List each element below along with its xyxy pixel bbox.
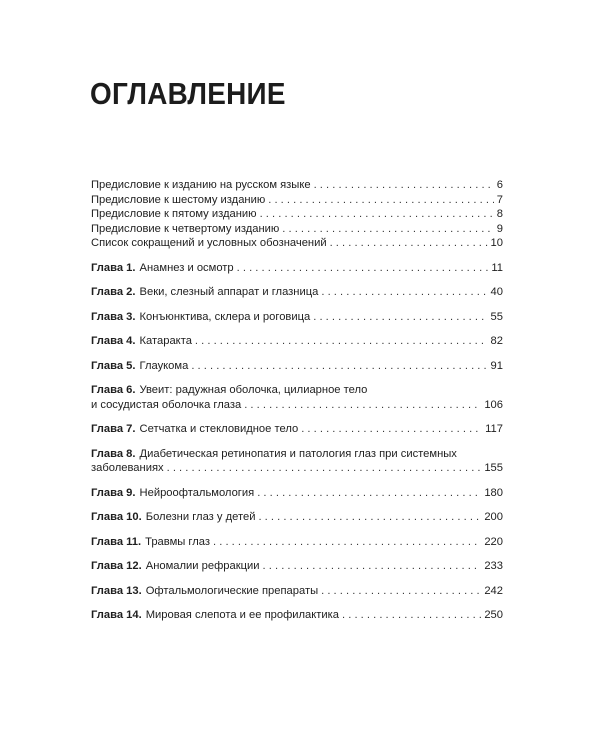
chapter-title-line2: и сосудистая оболочка глаза xyxy=(91,398,242,411)
leader-dots xyxy=(237,261,489,276)
chapter-title: Офтальмологические препараты xyxy=(145,584,319,597)
toc-page-number: 117 xyxy=(485,423,503,435)
toc-entry-abbreviations[interactable] xyxy=(91,236,503,251)
toc-entry-text: Предисловие к пятому изданию xyxy=(91,208,257,220)
chapter-label: Глава 6. xyxy=(91,384,136,396)
leader-dots xyxy=(321,285,487,300)
chapter-label: Глава 9. xyxy=(91,486,136,499)
leader-dots xyxy=(301,422,482,437)
toc-page-number: 10 xyxy=(490,237,503,249)
chapter-title-line2: заболеваниях xyxy=(91,462,164,474)
toc-entry-chapter-3[interactable] xyxy=(91,310,503,325)
chapter-title: Аномалии рефракции xyxy=(145,560,260,572)
toc-page-number: 6 xyxy=(496,179,503,191)
leader-dots xyxy=(257,486,481,501)
leader-dots xyxy=(342,608,481,623)
toc-entry-chapter-7[interactable] xyxy=(91,422,503,437)
chapter-label: Глава 2. xyxy=(91,286,136,298)
chapter-title: Нейроофтальмология xyxy=(139,486,255,499)
toc-page-number: 91 xyxy=(490,359,503,372)
toc-entry-chapter-5[interactable] xyxy=(91,359,503,374)
toc-page-number: 9 xyxy=(496,222,503,235)
toc-entry-foreword-sixth[interactable] xyxy=(91,193,503,208)
leader-dots xyxy=(321,584,481,599)
chapter-label: Глава 8. xyxy=(91,447,136,460)
leader-dots xyxy=(244,398,481,413)
chapter-title-line1: Увеит: радужная оболочка, цилиарное тело xyxy=(139,384,368,396)
toc-entry-chapter-10[interactable] xyxy=(91,510,503,525)
chapter-label: Глава 12. xyxy=(91,560,142,572)
chapter-label: Глава 10. xyxy=(91,511,142,523)
toc-page-number: 250 xyxy=(484,609,503,621)
toc-entry-text: Предисловие к изданию на русском языке xyxy=(91,179,311,191)
toc-entry-chapter-9[interactable] xyxy=(91,486,503,501)
toc-page-number: 220 xyxy=(484,535,503,548)
toc-entry-chapter-14[interactable] xyxy=(91,608,503,623)
chapter-label: Глава 1. xyxy=(91,261,136,274)
toc-page-number: 200 xyxy=(484,511,503,523)
chapter-title: Катаракта xyxy=(139,335,192,347)
toc-page-number: 11 xyxy=(491,261,503,274)
toc-entry-text: Список сокращений и условных обозначений xyxy=(91,237,327,249)
toc-entry-chapter-13[interactable] xyxy=(91,584,503,599)
toc-page-number: 233 xyxy=(484,560,503,572)
table-of-contents xyxy=(91,178,503,623)
leader-dots xyxy=(195,334,488,349)
toc-page-number: 7 xyxy=(496,193,503,206)
toc-page-number: 106 xyxy=(484,398,503,411)
leader-dots xyxy=(314,178,494,193)
leader-dots xyxy=(313,310,487,325)
toc-entry-chapter-4[interactable] xyxy=(91,334,503,349)
leader-dots xyxy=(167,461,482,476)
chapter-title: Травмы глаз xyxy=(145,535,211,548)
leader-dots xyxy=(258,510,481,525)
toc-page-number: 8 xyxy=(496,208,503,220)
chapter-title: Анамнез и осмотр xyxy=(139,261,234,274)
leader-dots xyxy=(330,236,488,251)
chapter-label: Глава 5. xyxy=(91,359,136,372)
toc-page-number: 40 xyxy=(490,286,503,298)
chapter-label: Глава 4. xyxy=(91,335,136,347)
chapter-title-line1: Диабетическая ретинопатия и патология глаз при системных xyxy=(139,447,457,460)
chapter-label: Глава 13. xyxy=(91,584,142,597)
toc-entry-chapter-8[interactable] xyxy=(91,447,503,476)
toc-entry-text: Предисловие к шестому изданию xyxy=(91,193,266,206)
toc-entry-chapter-6[interactable] xyxy=(91,383,503,412)
chapter-title: Веки, слезный аппарат и глазница xyxy=(139,286,319,298)
toc-entry-chapter-11[interactable] xyxy=(91,535,503,550)
toc-entry-text: Предисловие к четвертому изданию xyxy=(91,222,280,235)
toc-entry-foreword-fourth[interactable] xyxy=(91,222,503,237)
toc-page-number: 155 xyxy=(484,462,503,474)
leader-dots xyxy=(213,535,481,550)
page-title: ОГЛАВЛЕНИЕ xyxy=(90,76,286,111)
toc-entry-chapter-12[interactable] xyxy=(91,559,503,574)
leader-dots xyxy=(282,222,493,237)
toc-page-number: 55 xyxy=(490,310,503,323)
toc-entry-chapter-1[interactable] xyxy=(91,261,503,276)
chapter-label: Глава 3. xyxy=(91,310,136,323)
toc-page-number: 242 xyxy=(484,584,503,597)
chapter-title: Конъюнктива, склера и роговица xyxy=(139,310,311,323)
chapter-title: Сетчатка и стекловидное тело xyxy=(139,423,299,435)
leader-dots xyxy=(260,207,494,222)
chapter-label: Глава 11. xyxy=(91,535,142,548)
chapter-title: Болезни глаз у детей xyxy=(145,511,256,523)
chapter-title: Глаукома xyxy=(139,359,189,372)
toc-entry-foreword-russian[interactable] xyxy=(91,178,503,193)
chapter-label: Глава 7. xyxy=(91,423,136,435)
toc-page-number: 82 xyxy=(490,335,503,347)
leader-dots xyxy=(268,193,494,208)
toc-entry-chapter-2[interactable] xyxy=(91,285,503,300)
chapter-title: Мировая слепота и ее профилактика xyxy=(145,609,340,621)
leader-dots xyxy=(263,559,482,574)
toc-page-number: 180 xyxy=(484,486,503,499)
chapter-label: Глава 14. xyxy=(91,609,142,621)
toc-entry-foreword-fifth[interactable] xyxy=(91,207,503,222)
leader-dots xyxy=(191,359,487,374)
